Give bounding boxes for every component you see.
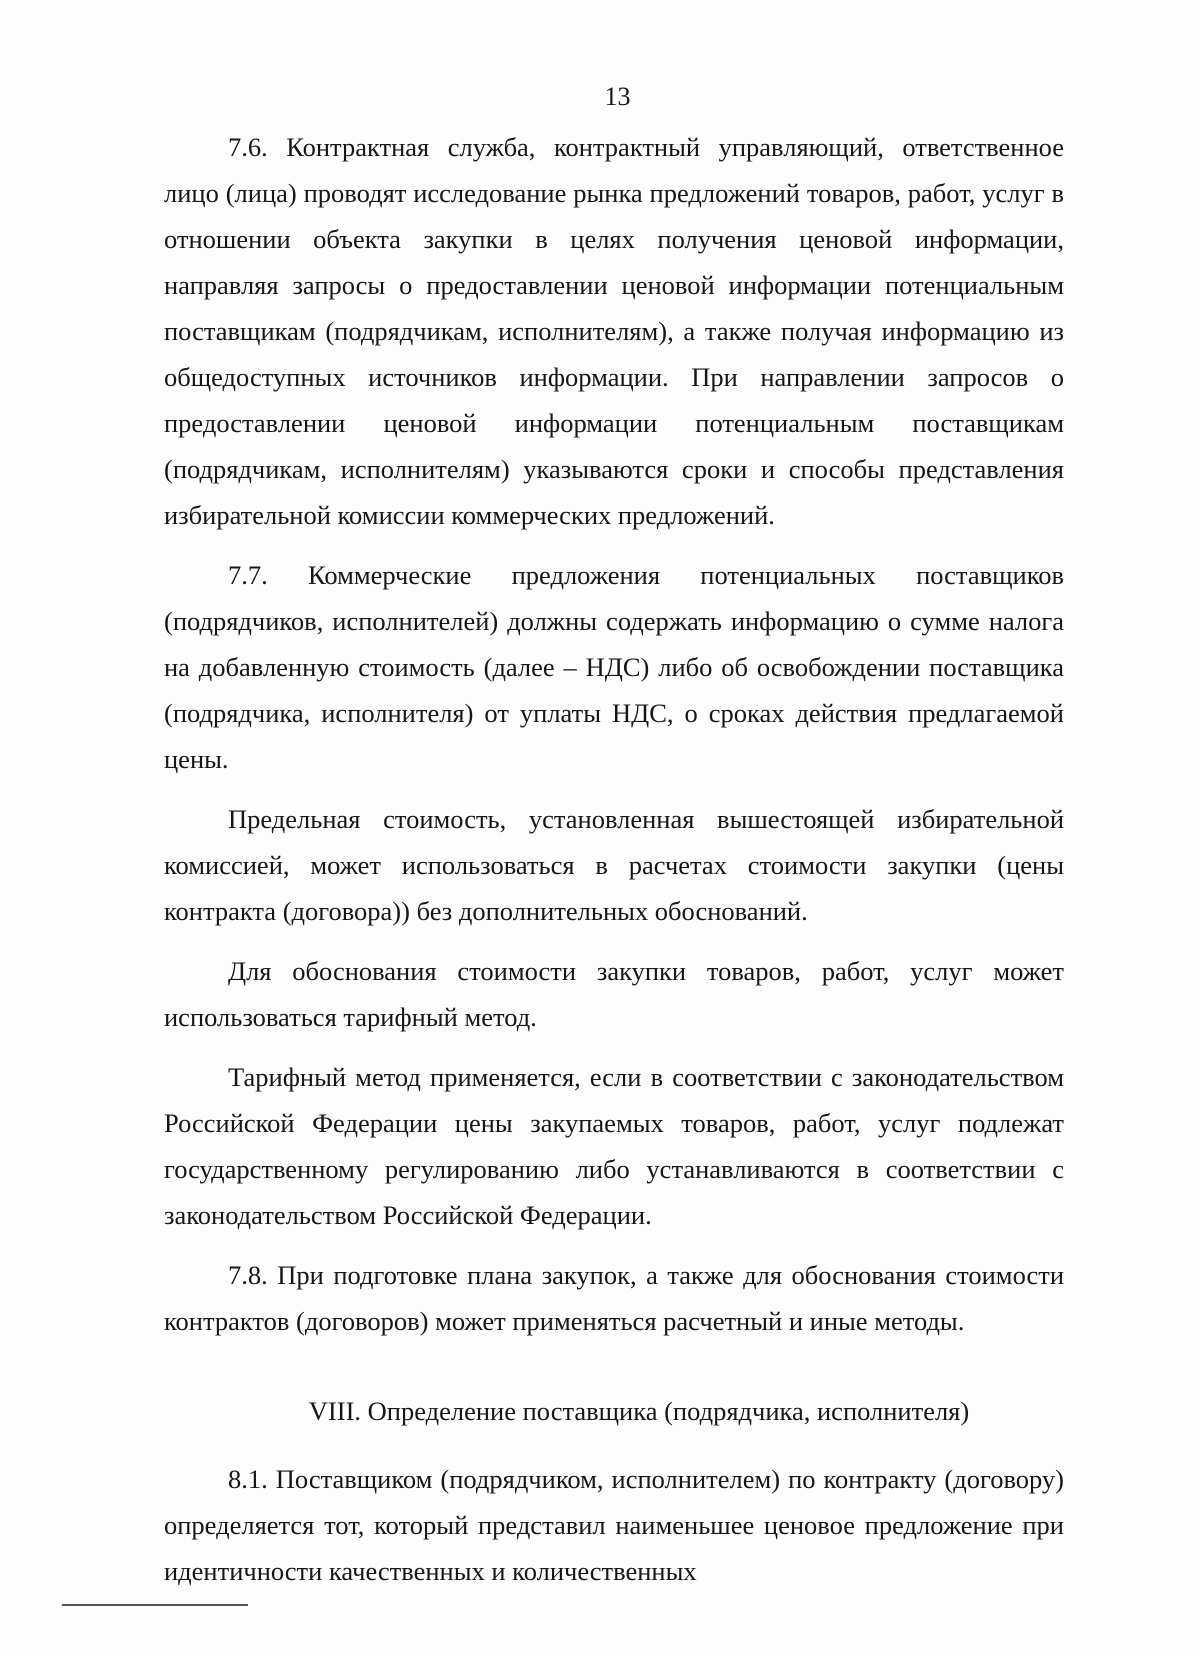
spacer	[164, 1366, 1064, 1388]
spacer	[164, 782, 1064, 796]
paragraph-7-6: 7.6. Контрактная служба, контрактный управляющий, ответственное лицо (лица) проводят исследование рынка предложений товаров, работ, услуг в отношении объекта закупки в целях получения ценовой информации, направляя запросы о предоставлении ценовой информации потенциальным поставщикам (подрядчикам, исполнителям), а также получая информацию из общедоступных источников информации. При направлении запросов о предоставлении ценовой информации потенциальным поставщикам (подрядчикам, исполнителям) указываются сроки и способы представления избирательной комиссии коммерческих предложений.	[164, 132, 1064, 530]
document-body	[164, 124, 1064, 1594]
page-number: 13	[604, 82, 631, 111]
spacer	[164, 1344, 1064, 1366]
paragraph-8-1: 8.1. Поставщиком (подрядчиком, исполнителем) по контракту (договору) определяется тот, который представил наименьшее ценовое предложение при идентичности качественных и количественных	[164, 1464, 1064, 1586]
spacer	[164, 1238, 1064, 1252]
paragraph-tariff-method: Тарифный метод применяется, если в соответствии с законодательством Российской Федерации цены закупаемых товаров, работ, услуг подлежат государственному регулированию либо устанавливаются в соответствии с законодательством Российской Федерации.	[164, 1062, 1064, 1230]
spacer	[164, 934, 1064, 948]
spacer	[164, 1040, 1064, 1054]
paragraph-max-cost: Предельная стоимость, установленная вышестоящей избирательной комиссией, может использоваться в расчетах стоимости закупки (цены контракта (договора)) без дополнительных обоснований.	[164, 804, 1064, 926]
paragraph-7-7: 7.7. Коммерческие предложения потенциальных поставщиков (подрядчиков, исполнителей) должны содержать информацию о сумме налога на добавленную стоимость (далее – НДС) либо об освобождении поставщика (подрядчика, исполнителя) от уплаты НДС, о сроках действия предлагаемой цены.	[164, 560, 1064, 774]
paragraph-tariff-intro: Для обоснования стоимости закупки товаров, работ, услуг может использоваться тарифный метод.	[164, 956, 1064, 1032]
spacer	[164, 538, 1064, 552]
paragraph-7-8: 7.8. При подготовке плана закупок, а также для обоснования стоимости контрактов (договоров) может применяться расчетный и иные методы.	[164, 1260, 1064, 1336]
footnote-rule	[62, 1604, 248, 1606]
section-heading: VIII. Определение поставщика (подрядчика, исполнителя)	[308, 1396, 970, 1426]
spacer	[164, 1434, 1064, 1456]
